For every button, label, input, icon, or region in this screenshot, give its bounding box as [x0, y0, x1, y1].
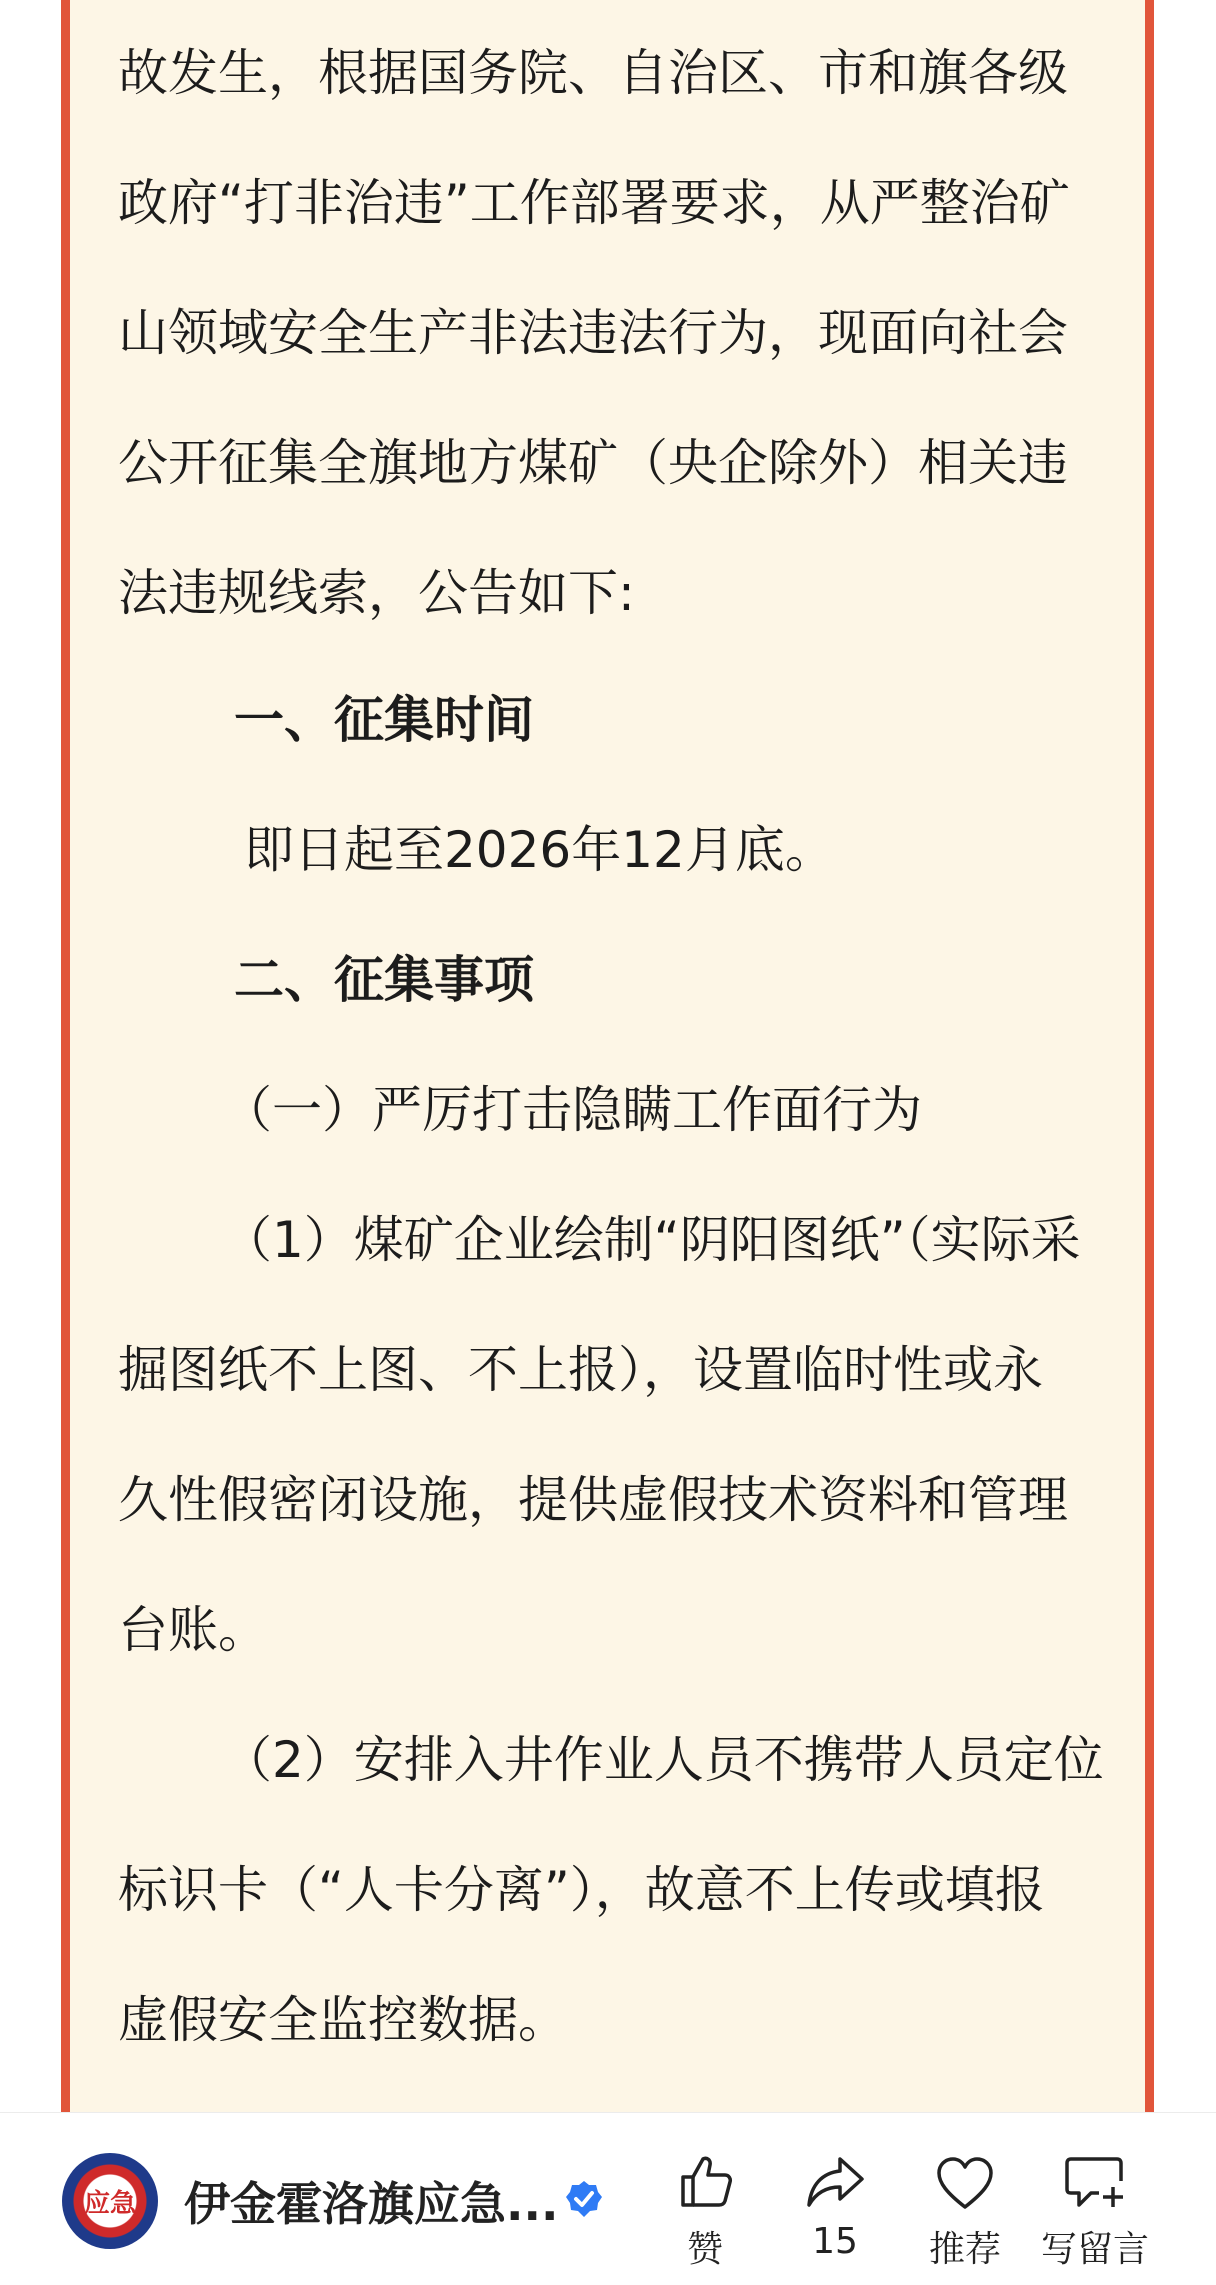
- section-heading-collection-time: 一、征集时间: [234, 691, 534, 749]
- thumbs-up-icon: [650, 2141, 760, 2211]
- recommend-label: 推荐: [928, 2229, 1001, 2270]
- article-paragraph-line: 法违规线索，公告如下:: [118, 564, 635, 622]
- item-1-line: 台账。: [118, 1601, 268, 1659]
- like-label: 赞: [686, 2229, 723, 2270]
- item-2-line: 标识卡（“人卡分离”），故意不上传或填报: [118, 1861, 1045, 1919]
- item-1-line: 掘图纸不上图、不上报），设置临时性或永: [118, 1341, 1043, 1399]
- avatar-emblem-text: 应急: [83, 2188, 136, 2219]
- share-count: 15: [812, 2221, 858, 2262]
- author-name[interactable]: 伊金霍洛旗应急...: [184, 2177, 559, 2231]
- verified-badge-icon: [564, 2179, 604, 2223]
- author-info[interactable]: [62, 2153, 604, 2249]
- comment-add-icon: [1040, 2141, 1150, 2211]
- avatar[interactable]: [62, 2153, 158, 2249]
- write-comment-button[interactable]: [1040, 2141, 1150, 2272]
- like-button[interactable]: [650, 2141, 760, 2272]
- share-button[interactable]: [780, 2141, 890, 2262]
- recommend-button[interactable]: [910, 2141, 1020, 2272]
- article-paragraph-line: 公开征集全旗地方煤矿（央企除外）相关违: [118, 434, 1068, 492]
- section-heading-collection-items: 二、征集事项: [234, 951, 534, 1009]
- article-paragraph-line: 政府“打非治违”工作部署要求，从严整治矿: [118, 174, 1070, 232]
- write-comment-label: 写留言: [1040, 2229, 1149, 2270]
- item-2-line: （2）安排入井作业人员不携带人员定位: [222, 1731, 1104, 1789]
- article-paragraph-line: 故发生，根据国务院、自治区、市和旗各级: [118, 44, 1068, 102]
- item-1-line: 久性假密闭设施，提供虚假技术资料和管理: [118, 1471, 1068, 1529]
- bottom-action-bar: [0, 2112, 1216, 2285]
- article-paragraph-line: 山领域安全生产非法违法行为，现面向社会: [118, 304, 1068, 362]
- collection-period-text: 即日起至2026年12月底。: [244, 821, 835, 879]
- share-arrow-icon: [780, 2141, 890, 2211]
- subheading-hidden-workface: （一）严厉打击隐瞒工作面行为: [222, 1081, 922, 1139]
- heart-icon: [910, 2141, 1020, 2211]
- item-2-line: 虚假安全监控数据。: [118, 1991, 568, 2049]
- item-1-line: （1）煤矿企业绘制“阴阳图纸”（实际采: [222, 1211, 1081, 1269]
